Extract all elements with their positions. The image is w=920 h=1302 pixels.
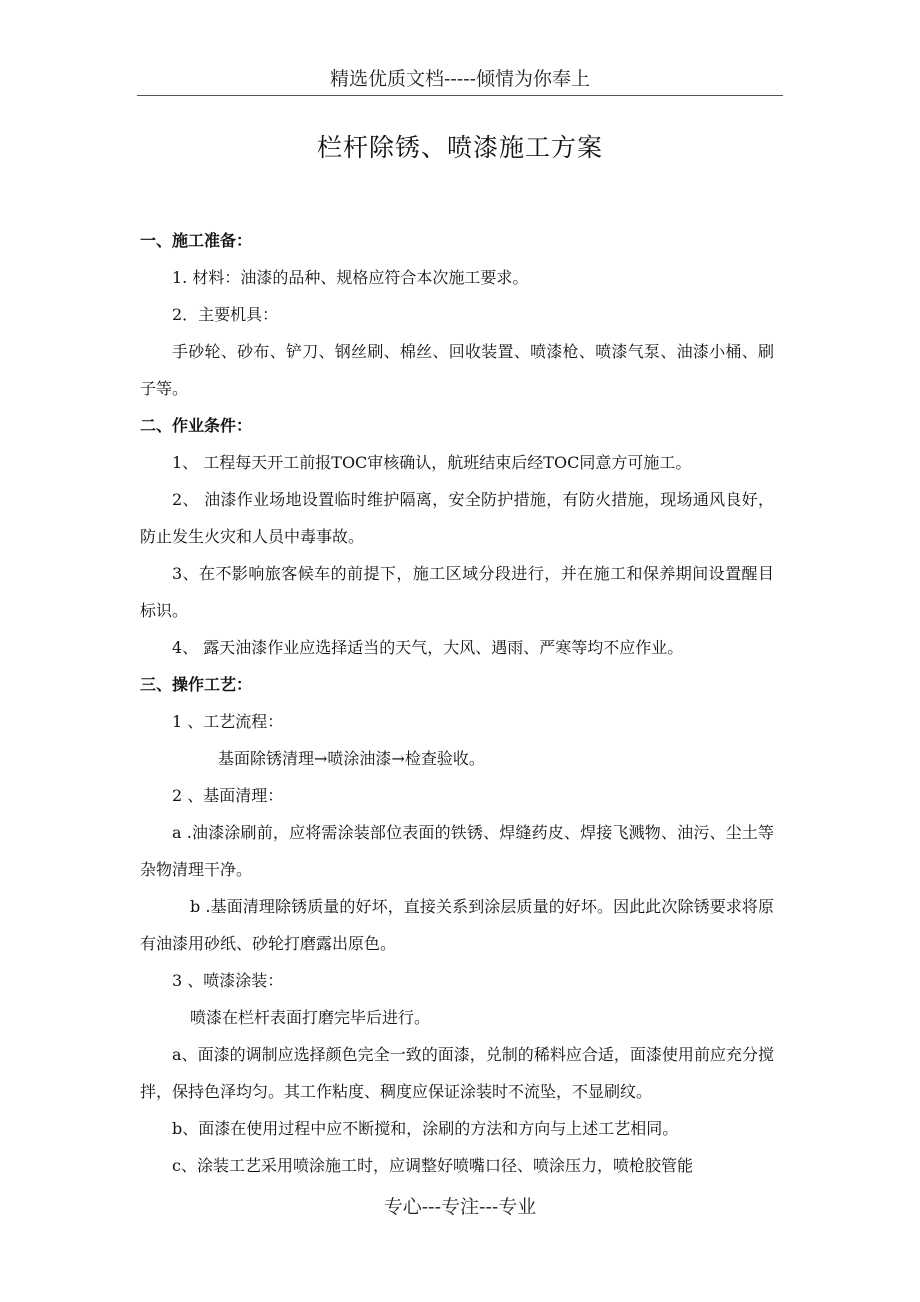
section-heading-conditions: 二、作业条件： — [140, 416, 253, 435]
paragraph: 3、在不影响旅客候车的前提下，施工区域分段进行，并在施工和保养期间设置醒目标识。 — [140, 564, 774, 620]
page-footer: 专心---专注---专业 — [383, 1196, 537, 1218]
header-divider — [137, 95, 783, 96]
paragraph: 手砂轮、砂布、铲刀、钢丝刷、棉丝、回收装置、喷漆枪、喷漆气泵、油漆小桶、刷子等。 — [140, 342, 774, 398]
paragraph: 1、 工程每天开工前报TOC审核确认，航班结束后经TOC同意方可施工。 — [172, 453, 692, 472]
section-heading-prep: 一、施工准备： — [140, 231, 253, 250]
paragraph: 2．主要机具： — [172, 305, 279, 324]
section-heading-process: 三、操作工艺： — [140, 675, 253, 694]
paragraph: 3 、喷漆涂装： — [172, 971, 284, 990]
document-body — [140, 222, 774, 1184]
document-title: 栏杆除锈、喷漆施工方案 — [316, 133, 603, 162]
paragraph: 喷漆在栏杆表面打磨完毕后进行。 — [190, 1008, 431, 1027]
paragraph: 2、 油漆作业场地设置临时维护隔离，安全防护措施，有防火措施，现场通风良好，防止发生火灾和人员中毒事故。 — [140, 490, 774, 546]
paragraph: c、涂装工艺采用喷涂施工时，应调整好喷嘴口径、喷涂压力，喷枪胶管能 — [172, 1156, 693, 1175]
paragraph: b .基面清理除锈质量的好坏，直接关系到涂层质量的好坏。因此此次除锈要求将原有油漆用砂纸、砂轮打磨露出原色。 — [140, 897, 774, 953]
paragraph: a .油漆涂刷前，应将需涂装部位表面的铁锈、焊缝药皮、焊接飞溅物、油污、尘土等杂物清理干净。 — [140, 823, 774, 879]
paragraph: 基面除锈清理→喷涂油漆→检查验收。 — [218, 749, 485, 768]
paragraph: 1. 材料：油漆的品种、规格应符合本次施工要求。 — [172, 268, 529, 287]
paragraph: b、面漆在使用过程中应不断搅和，涂刷的方法和方向与上述工艺相同。 — [172, 1119, 679, 1138]
paragraph: 2 、基面清理： — [172, 786, 284, 805]
paragraph: 1 、工艺流程： — [172, 712, 284, 731]
paragraph: 4、 露天油漆作业应选择适当的天气，大风、遇雨、严寒等均不应作业。 — [172, 638, 684, 657]
paragraph: a、面漆的调制应选择颜色完全一致的面漆，兑制的稀料应合适，面漆使用前应充分搅拌，保持色泽均匀。其工作粘度、稠度应保证涂装时不流坠，不显刷纹。 — [140, 1045, 774, 1101]
page-header: 精选优质文档-----倾情为你奉上 — [329, 68, 591, 90]
